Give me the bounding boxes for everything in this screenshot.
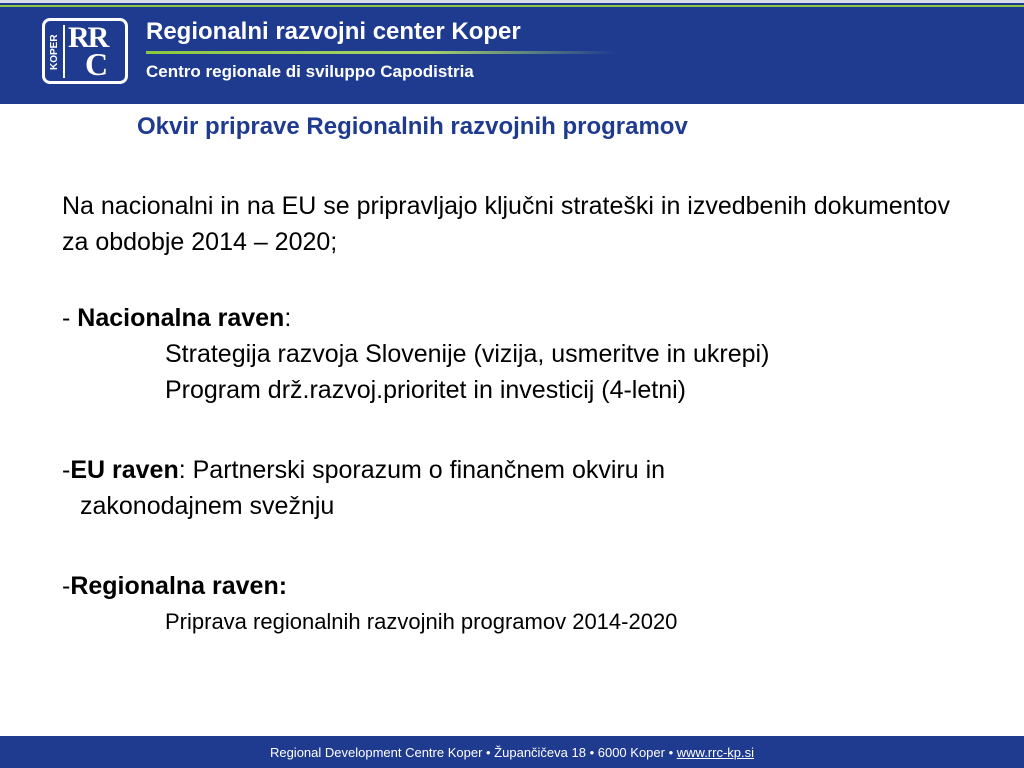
intro-paragraph: Na nacionalni in na EU se pripravljajo ključni strateški in izvedbenih dokumentov za obdobje 2014 – 2020; [62,192,950,256]
eu-text-line1: : Partnerski sporazum o finančnem okviru in [178,456,666,484]
header-subtitle: Centro regionale di sviluppo Capodistria [146,62,474,81]
slide-content [62,188,962,640]
national-heading [62,300,962,336]
regional-heading [62,568,962,604]
national-item-2: Program drž.razvoj.prioritet in investicij (4-letni) [165,376,686,404]
national-item-1: Strategija razvoja Slovenije (vizija, usmeritve in ukrepi) [165,340,770,368]
footer-text [0,745,1024,760]
header-title: Regionalni razvojni center Koper [146,18,521,45]
regional-prefix: - [62,572,71,600]
spacer [62,408,962,452]
logo-divider [63,25,65,78]
eu-heading [62,452,962,488]
footer-address: Regional Development Centre Koper • Župančičeva 18 • 6000 Koper • [269,745,677,760]
spacer [62,524,962,568]
header-rule [146,51,616,54]
footer-bar [0,736,1024,768]
national-suffix: : [284,304,292,332]
logo-mark-bottom: C [85,46,109,82]
rrc-logo [42,18,128,84]
eu-prefix: - [62,456,71,484]
logo-mark-top: RR [68,21,108,54]
eu-label: EU raven [70,456,179,484]
logo-side-text: KOPER [49,34,60,70]
regional-item: Priprava regionalnih razvojnih programov 2014-2020 [165,609,678,634]
website-link[interactable]: www.rrc-kp.si [676,745,755,760]
spacer [62,260,962,300]
slide-title: Okvir priprave Regionalnih razvojnih programov [137,113,688,140]
header-bar [0,0,1024,104]
national-prefix: - [62,304,78,332]
national-label: Nacionalna raven [77,304,285,332]
regional-label: Regionalna raven: [70,572,288,600]
header-stripe [0,0,1024,9]
eu-text-line2: zakonodajnem svežnju [80,492,335,520]
